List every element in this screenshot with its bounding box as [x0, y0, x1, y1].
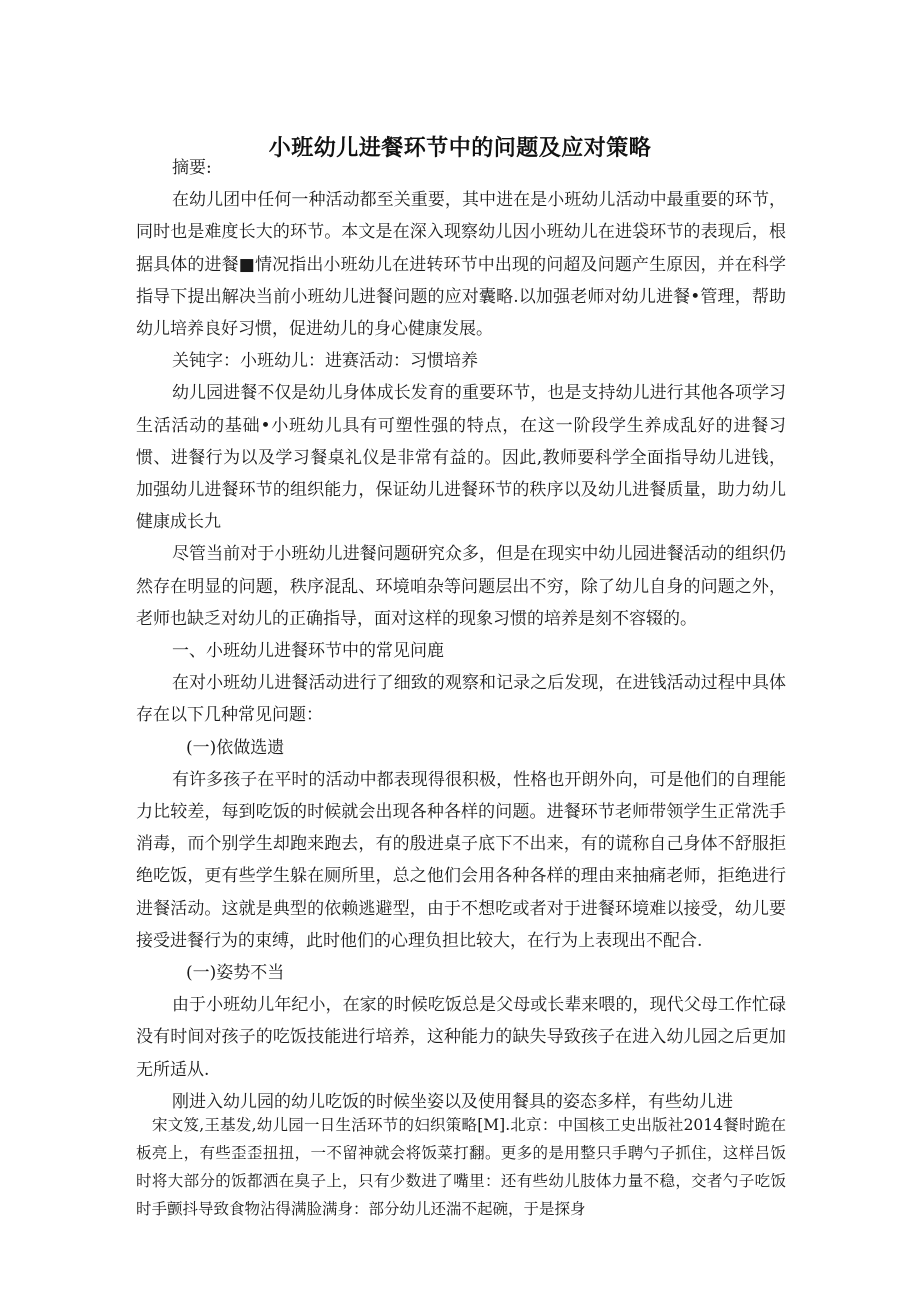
document-title: 小班幼儿进餐环节中的问题及应对策略 [268, 135, 652, 161]
section-heading: 一、小班幼儿进餐环节中的常见问鹿 [172, 641, 444, 662]
body-paragraph: 由于小班幼儿年纪小，在家的时候吃饭总是父母或长辈来喂的，现代父母工作忙碌没有时间对孩子的吃饭技能进行培养，这种能力的缺失导致孩子在进入幼儿园之后更加无所适从. [136, 995, 786, 1080]
body-paragraph: 有许多孩子在平时的活动中都表现得很积极，性格也开朗外向，可是他们的自理能力比较差，每到吃饭的时候就会出现各种各样的问题。进餐环节老师带领学生正常洗手消毒，而个别学生却跑来跑去，有的殷进桌子底下不出来，有的谎称自己身体不舒服拒绝吃饭，更有些学生躲在厕所里，总之他们会用各种各样的理由来抽痛老师，拒绝进行进餐活动。这就是典型的依赖逃避型，由于不想吃或者对于进餐环境难以接受，幼儿要接受进餐行为的束缚，此时他们的心理负担比较大，在行为上表现出不配合. [136, 769, 786, 951]
body-paragraph: 尽管当前对于小班幼儿进餐问题研究众多，但是在现实中幼儿园进餐活动的组织仍然存在明显的问题，秩序混乱、环境咱杂等问题层出不穷，除了幼儿自身的问题之外，老师也缺乏对幼儿的正确指导，面对这样的现象习惯的培养是刻不容辍的。 [136, 544, 786, 629]
body-paragraph: 刚进入幼儿园的幼儿吃饭的时候坐姿以及使用餐具的姿态多样，有些幼儿进 [172, 1091, 733, 1112]
subsection-heading: (一)依做选遗 [186, 737, 285, 758]
abstract-paragraph: 在幼儿团中任何一种活动都至关重要，其中进在是小班幼儿活动中最重要的环节，同时也是难度长大的环节。本文是在深入现察幼儿因小班幼儿在进袋环节的表现后，根据具体的进餐■情况指出小班幼儿在进转环节中出现的问超及问题产生原因，并在科学指导下提出解决当前小班幼儿进餐问题的应对囊略.以加强老师对幼儿进餐•管理，帮助幼儿培养良好习惯，促进幼儿的身心健康发展。 [136, 190, 786, 340]
body-paragraph: 在对小班幼儿进餐活动进行了细致的观察和记录之后发现，在进钱活动过程中具体存在以下几种常见问题： [136, 673, 786, 726]
body-paragraph: 幼儿园进餐不仅是幼儿身体成长发育的重要环节，也是支持幼儿进行其他各项学习生活活动的基础•小班幼儿具有可塑性强的特点，在这一阶段学生养成乱好的进餐习惯、进餐行为以及学习餐桌礼仪是非常有益的。因此,教师要科学全面指导幼儿进钱，加强幼儿进餐环节的组织能力，保证幼儿进餐环节的秩序以及幼儿进餐质量，助力幼儿健康成长九 [136, 383, 786, 533]
abstract-label: 摘要: [172, 158, 212, 178]
keywords-line: 关钝字：小班幼儿：进赛活动：习惯培养 [172, 351, 478, 372]
footnote-block [136, 1111, 786, 1223]
document-body [136, 152, 786, 1118]
footnote-paragraph: 宋文笈,王基发,幼儿园一日生活环节的妇织策略[M].北京：中国核工史出版社2014餐时跪在板亮上，有些歪歪扭扭，一不留神就会将饭菜打翻。更多的是用整只手聘勺子抓住，这样吕饭时将大部分的饭都洒在臭子上，只有少数进了嘴里：还有些幼儿肢体力量不稳，交者勺子吃饭时手颤抖导致食物沾得满脸满身：部分幼儿还湍不起碗，于是探身 [136, 1116, 786, 1218]
subsection-heading: (一)姿势不当 [186, 963, 285, 984]
